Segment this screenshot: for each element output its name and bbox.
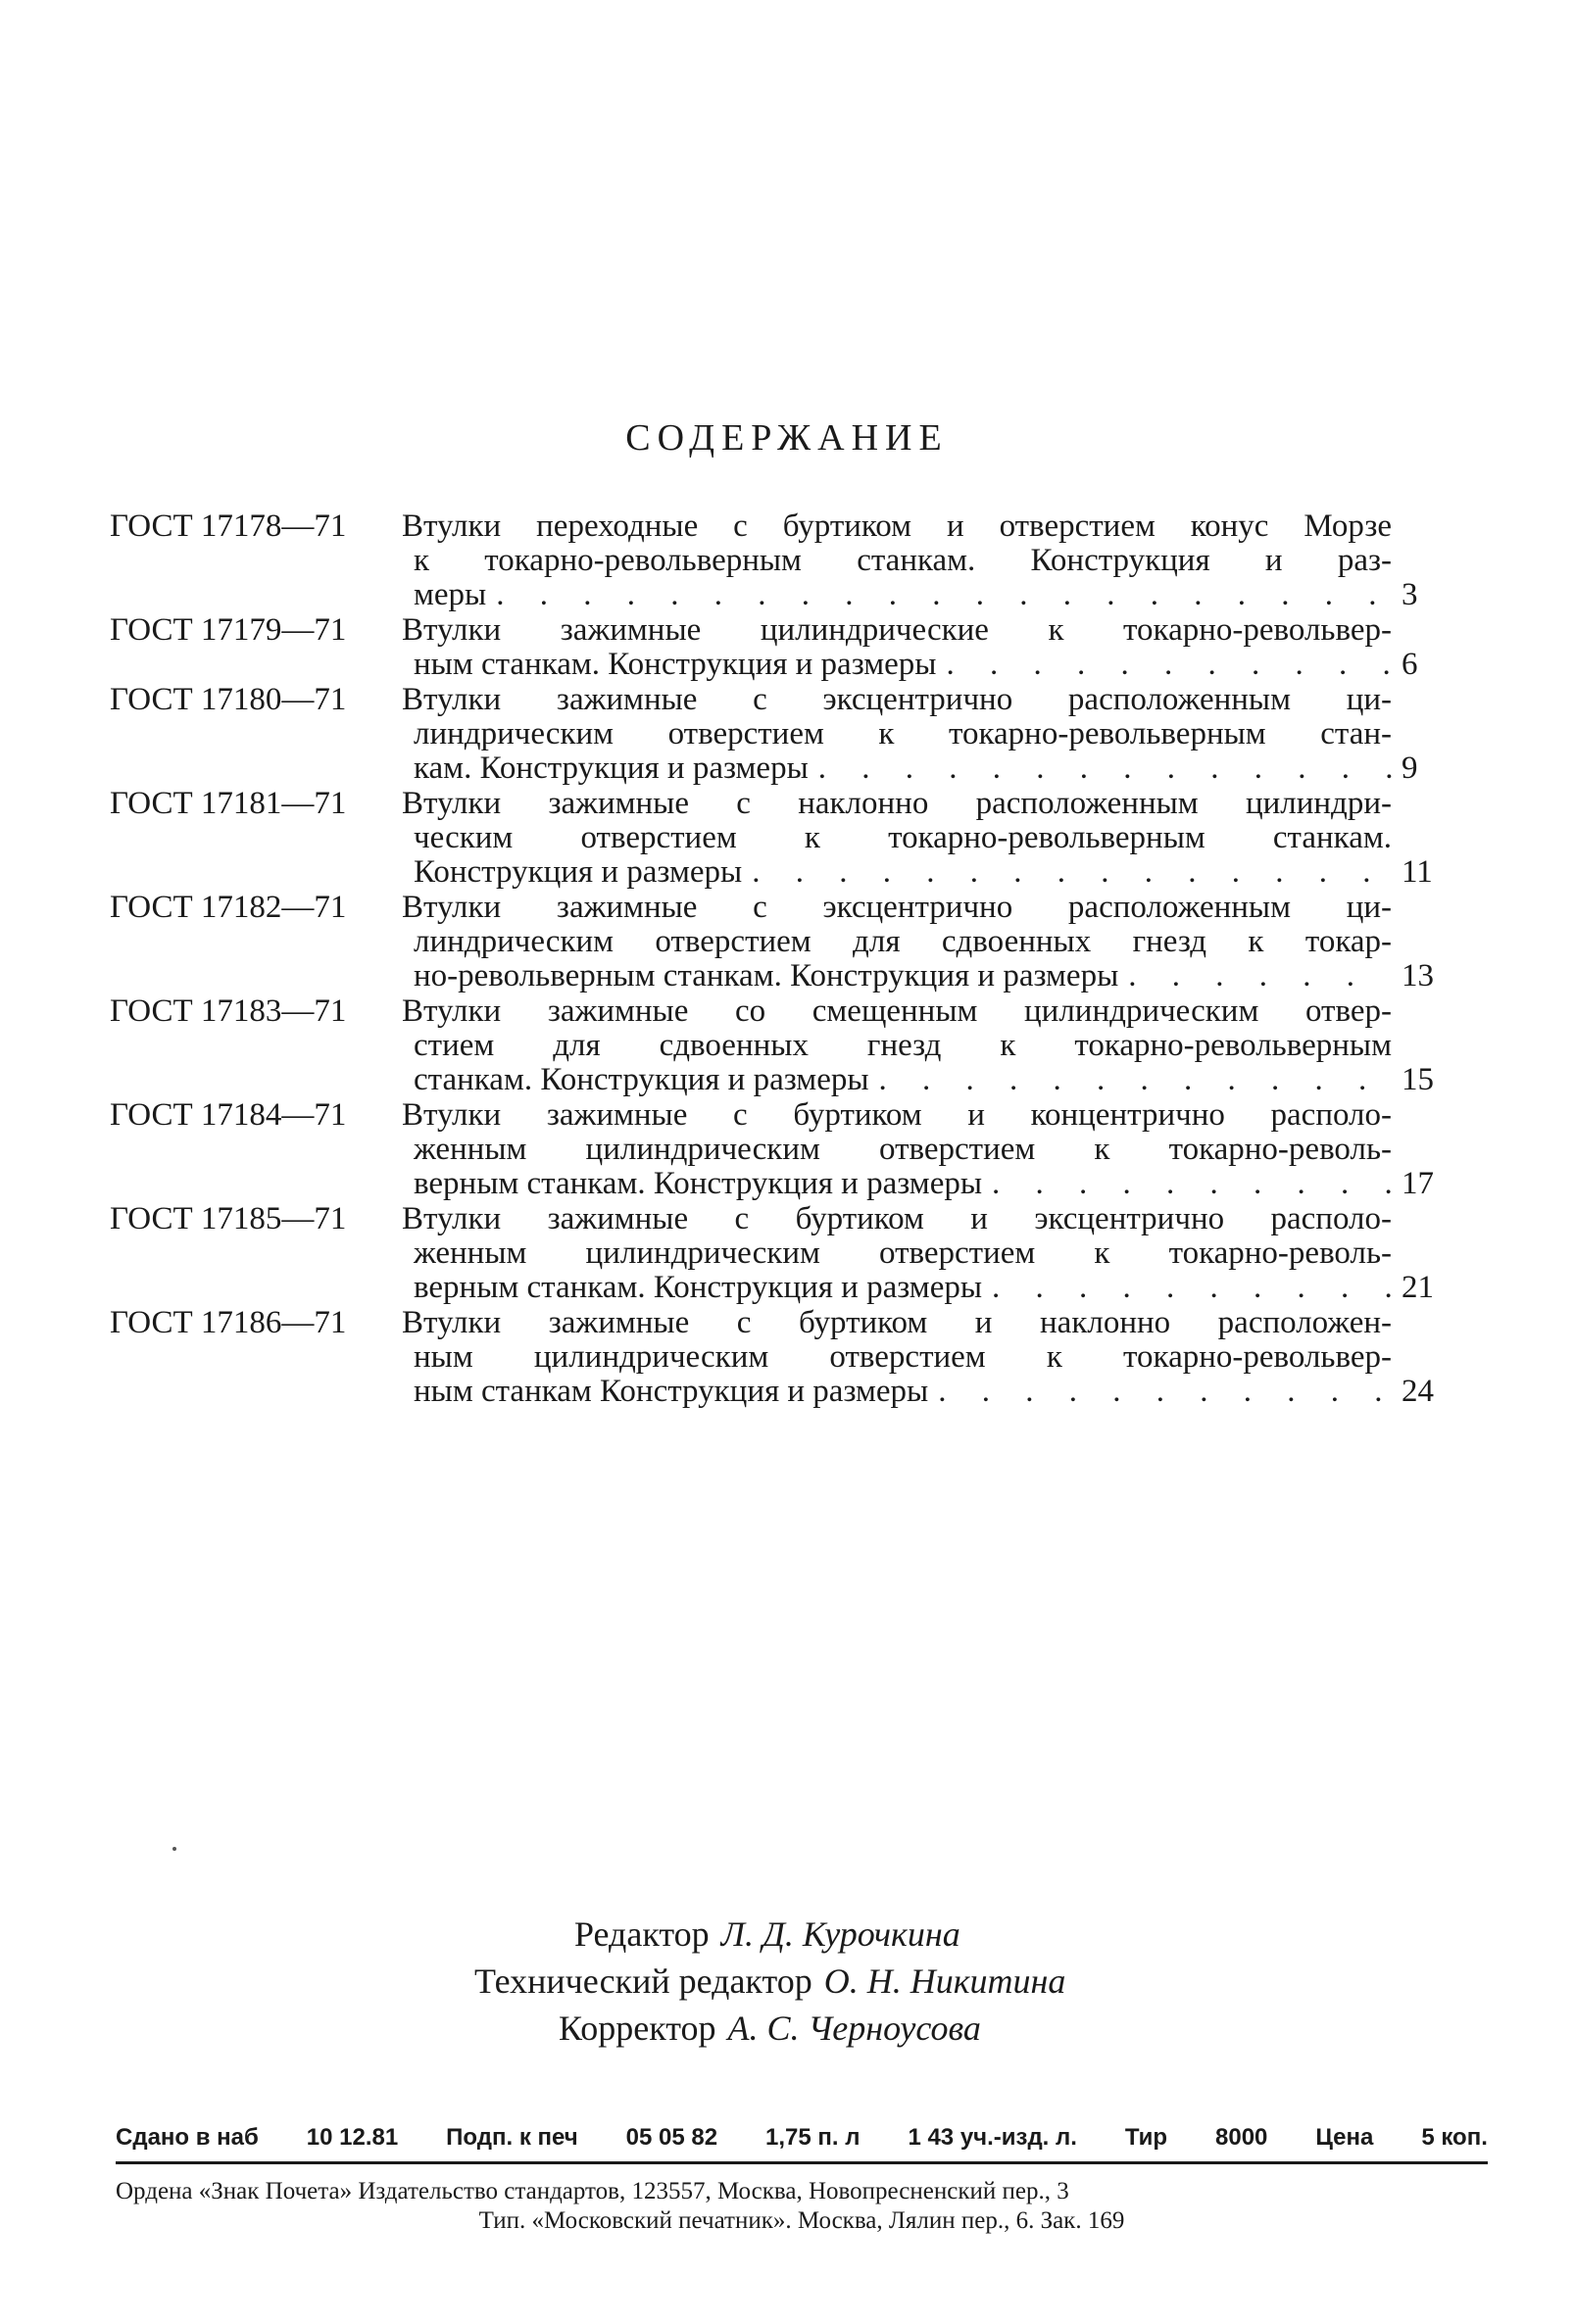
imprint-token: 8000 xyxy=(1215,2124,1268,2151)
toc-standard-code: ГОСТ 17186—71 xyxy=(110,1305,347,1340)
toc-title-line: Втулки зажимные со смещенным цилиндрическим отвер- xyxy=(402,994,1392,1029)
toc-entry xyxy=(110,1306,1452,1409)
page-title: СОДЕРЖАНИЕ xyxy=(625,417,949,459)
credits-block xyxy=(0,1911,1574,2052)
toc-entry-title xyxy=(402,683,1418,786)
imprint-token: Сдано в наб xyxy=(116,2124,259,2151)
dot-leader xyxy=(1128,959,1392,993)
toc-title-line: станкам. Конструкция и размеры xyxy=(414,1063,869,1097)
toc-title-last-line: станкам. Конструкция и размеры . . . 15 xyxy=(402,1063,1392,1097)
imprint-token: Цена xyxy=(1315,2124,1374,2151)
tech-editor-role: Технический редактор xyxy=(474,1961,812,2001)
toc-entry-title xyxy=(402,1202,1434,1305)
imprint-token: 1,75 п. л xyxy=(765,2124,861,2151)
toc-title-line: Втулки зажимные с эксцентрично расположенным ци- xyxy=(402,891,1392,925)
toc-standard-code: ГОСТ 17181—71 xyxy=(110,786,347,821)
toc-entry xyxy=(110,1098,1452,1201)
corrector-line xyxy=(0,2005,1574,2052)
toc-title-line: верным станкам. Конструкция и размеры xyxy=(414,1271,983,1305)
dot-leader xyxy=(818,751,1392,786)
toc-title-line: меры xyxy=(414,578,487,612)
corrector-name: А. С. Черноусова xyxy=(727,2009,981,2048)
dot-leader xyxy=(496,578,1392,612)
editor-line xyxy=(0,1911,1574,1958)
imprint-token: 05 05 82 xyxy=(625,2124,718,2151)
imprint-token: 1 43 уч.-изд. л. xyxy=(908,2124,1077,2151)
toc-title-line: линдрическим отверстием к токарно-револьверным стан- xyxy=(414,717,1392,751)
toc-title-line: ным цилиндрическим отверстием к токарно-револьвер- xyxy=(414,1340,1392,1375)
toc-entry xyxy=(110,994,1452,1097)
toc-title-line: но-револьверным станкам. Конструкция и размеры xyxy=(414,959,1119,993)
toc-title-last-line: верным станкам. Конструкция и размеры . . . 17 xyxy=(402,1167,1392,1201)
dot-leader xyxy=(938,1375,1392,1409)
dot-leader xyxy=(879,1063,1392,1097)
print-speck xyxy=(172,1847,176,1851)
toc-title-line: стием для сдвоенных гнезд к токарно-револьверным xyxy=(414,1029,1392,1063)
imprint-print-details xyxy=(116,2124,1488,2164)
toc-standard-code: ГОСТ 17185—71 xyxy=(110,1201,347,1236)
toc-standard-code: ГОСТ 17180—71 xyxy=(110,682,347,717)
toc-title-line: Втулки зажимные с наклонно расположенным цилиндри- xyxy=(402,787,1392,821)
publisher-text: Ордена «Знак Почета» Издательство стандартов, 123557, Москва, Новопресненский пер., 3 xyxy=(116,2178,1069,2204)
toc-entry-title xyxy=(402,787,1433,890)
dot-leader xyxy=(992,1271,1392,1305)
editor-role: Редактор xyxy=(574,1914,710,1954)
dot-leader xyxy=(752,855,1392,890)
toc-title-last-line: но-револьверным станкам. Конструкция и размеры . . . 13 xyxy=(402,959,1392,993)
tech-editor-line xyxy=(0,1958,1574,2005)
toc-title-line: Втулки зажимные с буртиком и наклонно расположен- xyxy=(402,1306,1392,1340)
toc-entry-title xyxy=(402,509,1418,612)
toc-entry xyxy=(110,613,1452,682)
toc-title-last-line: ным станкам Конструкция и размеры . . . 24 xyxy=(402,1375,1392,1409)
imprint-publisher xyxy=(116,2178,1488,2205)
toc-entry xyxy=(110,891,1452,993)
toc-title-line: женным цилиндрическим отверстием к токарно-револь- xyxy=(414,1133,1392,1167)
toc-entry xyxy=(110,1202,1452,1305)
table-of-contents xyxy=(110,509,1452,1410)
toc-standard-code: ГОСТ 17179—71 xyxy=(110,612,347,648)
toc-entry xyxy=(110,683,1452,786)
toc-title-line: линдрическим отверстием для сдвоенных гнезд к токар- xyxy=(414,925,1392,959)
toc-entry-title xyxy=(402,994,1434,1097)
toc-standard-code: ГОСТ 17182—71 xyxy=(110,890,347,925)
toc-standard-code: ГОСТ 17178—71 xyxy=(110,508,347,544)
toc-title-line: Втулки зажимные с буртиком и эксцентрично располо- xyxy=(402,1202,1392,1236)
toc-title-line: верным станкам. Конструкция и размеры xyxy=(414,1167,983,1201)
toc-title-line: женным цилиндрическим отверстием к токарно-револь- xyxy=(414,1236,1392,1271)
toc-standard-code: ГОСТ 17183—71 xyxy=(110,993,347,1029)
toc-title-line: кам. Конструкция и размеры xyxy=(414,751,809,786)
toc-entry-title xyxy=(402,1306,1434,1409)
toc-title-last-line: ным станкам. Конструкция и размеры . . . 6 xyxy=(402,648,1392,682)
toc-entry-title xyxy=(402,891,1434,993)
toc-standard-code: ГОСТ 17184—71 xyxy=(110,1097,347,1133)
imprint-token: Тир xyxy=(1124,2124,1168,2151)
toc-title-last-line: кам. Конструкция и размеры . . . 9 xyxy=(402,751,1392,786)
tech-editor-name: О. Н. Никитина xyxy=(823,1961,1066,2001)
toc-title-line: ческим отверстием к токарно-револьверным станкам. xyxy=(414,821,1392,855)
imprint-token: 10 12.81 xyxy=(306,2124,399,2151)
toc-title-last-line: верным станкам. Конструкция и размеры . . . 21 xyxy=(402,1271,1392,1305)
toc-entry-title xyxy=(402,613,1418,682)
toc-title-line: Втулки переходные с буртиком и отверстием конус Морзе xyxy=(402,509,1392,544)
toc-entry xyxy=(110,509,1452,612)
imprint-block xyxy=(116,2124,1488,2235)
imprint-token: 5 коп. xyxy=(1421,2124,1488,2151)
toc-title-last-line: Конструкция и размеры . . . 11 xyxy=(402,855,1392,890)
toc-title-line: ным станкам Конструкция и размеры xyxy=(414,1375,929,1409)
toc-title-line: ным станкам. Конструкция и размеры xyxy=(414,648,937,682)
editor-name: Л. Д. Курочкина xyxy=(720,1914,960,1954)
toc-entry xyxy=(110,787,1452,890)
toc-title-line: Конструкция и размеры xyxy=(414,855,743,890)
toc-title-line: Втулки зажимные с буртиком и концентрично располо- xyxy=(402,1098,1392,1133)
corrector-role: Корректор xyxy=(559,2009,716,2048)
toc-entry-title xyxy=(402,1098,1434,1201)
dot-leader xyxy=(992,1167,1392,1201)
toc-title-line: к токарно-револьверным станкам. Конструкция и раз- xyxy=(414,544,1392,578)
imprint-token: Подп. к печ xyxy=(446,2124,578,2151)
dot-leader xyxy=(946,648,1392,682)
toc-title-last-line: меры . . . 3 xyxy=(402,578,1392,612)
toc-title-line: Втулки зажимные с эксцентрично расположенным ци- xyxy=(402,683,1392,717)
toc-title-line: Втулки зажимные цилиндрические к токарно-револьвер- xyxy=(402,613,1392,648)
imprint-printer: Тип. «Московский печатник». Москва, Лялин пер., 6. Зак. 169 xyxy=(478,2207,1125,2234)
